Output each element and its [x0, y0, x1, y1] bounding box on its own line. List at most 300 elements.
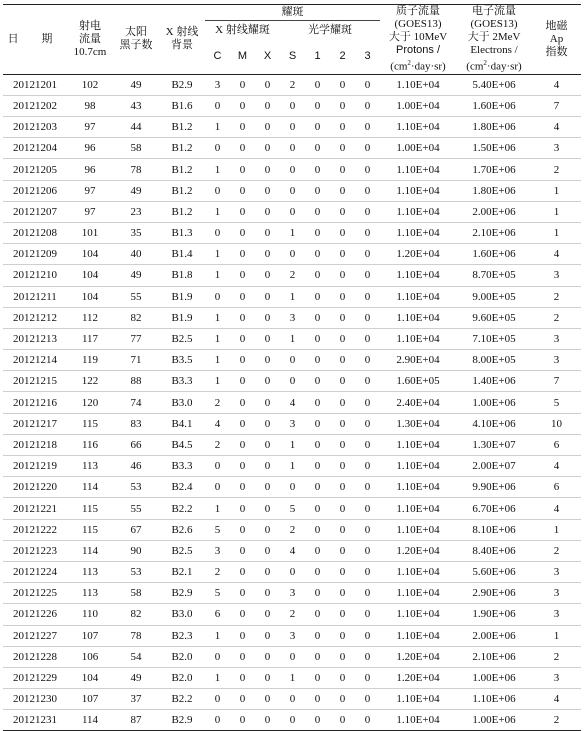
cell-sunspot-number: 90	[130, 544, 142, 557]
cell-xray-m: 0	[239, 248, 246, 261]
cell-optical-1: 0	[314, 714, 321, 727]
cell-optical-1: 0	[314, 290, 321, 303]
cell-proton-flux: 1.10E+04	[396, 121, 440, 134]
cell-electron-flux: 4.10E+06	[472, 417, 516, 430]
cell-optical-s: 1	[289, 290, 296, 303]
cell-electron-flux: 8.40E+06	[472, 544, 516, 557]
cell-optical-3: 0	[364, 502, 371, 515]
cell-radio-flux: 101	[81, 227, 99, 240]
cell-radio-flux: 112	[81, 311, 99, 324]
cell-proton-flux: 1.10E+04	[396, 566, 440, 579]
cell-date: 20121218	[13, 438, 57, 451]
table-row	[3, 392, 581, 413]
cell-optical-3: 0	[364, 566, 371, 579]
cell-optical-2: 0	[339, 714, 346, 727]
cell-radio-flux: 114	[81, 714, 99, 727]
cell-ap-index: 6	[553, 438, 560, 451]
cell-xray-x: 0	[264, 396, 271, 409]
cell-optical-s: 1	[289, 438, 296, 451]
cell-radio-flux: 97	[84, 121, 96, 134]
cell-xray-c: 3	[214, 544, 221, 557]
cell-date: 20121216	[13, 396, 57, 409]
cell-electron-flux: 7.10E+05	[472, 333, 516, 345]
cell-xray-x: 0	[264, 672, 271, 684]
cell-radio-flux: 102	[81, 78, 99, 91]
cell-xray-background: B1.8	[171, 269, 193, 282]
cell-optical-1: 0	[314, 608, 321, 621]
cell-optical-s: 0	[289, 99, 296, 112]
cell-xray-m: 0	[239, 481, 246, 494]
cell-electron-flux: 1.50E+06	[472, 142, 516, 155]
cell-radio-flux: 115	[81, 523, 99, 536]
cell-xray-m: 0	[239, 650, 246, 663]
table-row	[3, 350, 581, 371]
cell-optical-1: 0	[314, 375, 321, 388]
cell-date: 20121225	[13, 587, 57, 600]
table-row	[3, 604, 581, 625]
cell-optical-s: 0	[289, 205, 296, 218]
cell-optical-1: 0	[314, 311, 321, 324]
cell-radio-flux: 104	[81, 248, 99, 261]
cell-xray-c: 0	[214, 714, 221, 727]
cell-optical-2: 0	[339, 566, 346, 579]
cell-optical-1: 0	[314, 227, 321, 240]
cell-xray-m: 0	[239, 142, 246, 155]
cell-optical-s: 0	[289, 375, 296, 388]
cell-date: 20121231	[13, 714, 57, 727]
cell-optical-2: 0	[339, 311, 346, 324]
cell-ap-index: 3	[553, 608, 560, 621]
cell-optical-3: 0	[364, 163, 371, 176]
cell-xray-background: B4.5	[171, 438, 193, 451]
header-xray-background: X 射线 背景	[159, 5, 205, 75]
cell-optical-1: 0	[314, 587, 321, 600]
cell-xray-x: 0	[264, 460, 271, 473]
cell-optical-2: 0	[339, 672, 346, 684]
cell-xray-m: 0	[239, 672, 246, 684]
cell-date: 20121201	[13, 78, 57, 91]
cell-ap-index: 4	[553, 460, 560, 473]
cell-radio-flux: 113	[81, 587, 99, 600]
table-row	[3, 286, 581, 307]
cell-ap-index: 3	[553, 269, 560, 282]
cell-proton-flux: 1.20E+04	[396, 544, 440, 557]
cell-date: 20121203	[13, 121, 57, 134]
table-row	[3, 180, 581, 201]
cell-optical-2: 0	[339, 417, 346, 430]
cell-optical-1: 0	[314, 417, 321, 430]
cell-optical-2: 0	[339, 142, 346, 155]
cell-xray-c: 6	[214, 608, 221, 621]
cell-radio-flux: 104	[81, 269, 99, 282]
table-row	[3, 159, 581, 180]
cell-sunspot-number: 83	[130, 417, 142, 430]
header-class-1: 1	[314, 49, 321, 62]
cell-sunspot-number: 78	[130, 629, 142, 642]
cell-optical-s: 0	[289, 184, 296, 197]
header-class-s: S	[288, 49, 297, 62]
cell-xray-m: 0	[239, 587, 246, 600]
table-row	[3, 222, 581, 243]
cell-date: 20121206	[13, 184, 57, 197]
cell-electron-flux: 6.70E+06	[472, 502, 516, 515]
cell-xray-m: 0	[239, 714, 246, 727]
cell-sunspot-number: 43	[130, 99, 142, 112]
cell-ap-index: 1	[553, 523, 560, 536]
cell-electron-flux: 8.10E+06	[472, 523, 516, 536]
cell-date: 20121217	[13, 417, 57, 430]
cell-radio-flux: 115	[81, 417, 99, 430]
cell-optical-3: 0	[364, 629, 371, 642]
table-row	[3, 667, 581, 688]
cell-optical-2: 0	[339, 460, 346, 473]
cell-optical-3: 0	[364, 714, 371, 727]
cell-xray-background: B1.6	[171, 99, 193, 112]
cell-proton-flux: 1.10E+04	[396, 693, 440, 706]
cell-proton-flux: 1.00E+04	[396, 142, 440, 155]
cell-xray-x: 0	[264, 650, 271, 663]
cell-optical-2: 0	[339, 78, 346, 91]
cell-ap-index: 3	[553, 354, 560, 367]
cell-optical-3: 0	[364, 481, 371, 494]
cell-ap-index: 6	[553, 481, 560, 494]
cell-proton-flux: 1.10E+04	[396, 227, 440, 240]
cell-xray-x: 0	[264, 290, 271, 303]
cell-radio-flux: 107	[81, 693, 99, 706]
cell-proton-flux: 1.10E+04	[396, 460, 440, 473]
cell-optical-2: 0	[339, 227, 346, 240]
cell-xray-c: 0	[214, 650, 221, 663]
header-class-c: C	[213, 49, 222, 62]
cell-xray-background: B2.6	[171, 523, 193, 536]
cell-proton-flux: 1.20E+04	[396, 248, 440, 261]
cell-proton-flux: 2.90E+04	[396, 354, 440, 367]
header-radio-flux: 射电 流量 10.7cm	[67, 5, 113, 75]
cell-proton-flux: 1.10E+04	[396, 333, 440, 345]
cell-xray-background: B1.9	[171, 290, 193, 303]
cell-xray-background: B1.4	[171, 248, 193, 261]
cell-xray-c: 1	[214, 121, 221, 134]
cell-sunspot-number: 40	[130, 248, 142, 261]
cell-electron-flux: 2.90E+06	[472, 587, 516, 600]
cell-xray-x: 0	[264, 375, 271, 388]
table-row	[3, 244, 581, 265]
cell-xray-m: 0	[239, 290, 246, 303]
cell-optical-s: 0	[289, 121, 296, 134]
cell-optical-3: 0	[364, 121, 371, 134]
cell-date: 20121223	[13, 544, 57, 557]
cell-optical-3: 0	[364, 269, 371, 282]
header-proton-flux: 质子流量 (GOES13) 大于 10MeV Protons / $(cm^2\cdot day\cdot sr)$	[380, 5, 456, 75]
cell-radio-flux: 117	[81, 333, 99, 345]
cell-electron-flux: 5.40E+06	[472, 78, 516, 91]
header-class-2: 2	[339, 49, 346, 62]
cell-xray-background: B3.3	[171, 460, 193, 473]
cell-xray-background: B2.9	[171, 78, 193, 91]
cell-electron-flux: 2.10E+06	[472, 227, 516, 240]
table-row	[3, 74, 581, 95]
cell-optical-3: 0	[364, 460, 371, 473]
cell-xray-x: 0	[264, 121, 271, 134]
cell-optical-2: 0	[339, 650, 346, 663]
cell-optical-2: 0	[339, 184, 346, 197]
cell-xray-background: B3.3	[171, 375, 193, 388]
cell-date: 20121208	[13, 227, 57, 240]
cell-sunspot-number: 82	[130, 608, 142, 621]
header-ap-index: 地磁 Ap 指数	[532, 5, 581, 75]
cell-xray-m: 0	[239, 438, 246, 451]
header-xray-flares: X 射线耀斑	[215, 23, 270, 36]
cell-date: 20121202	[13, 99, 57, 112]
table-row	[3, 434, 581, 455]
cell-xray-x: 0	[264, 78, 271, 91]
cell-optical-1: 0	[314, 460, 321, 473]
cell-proton-flux: 1.10E+04	[396, 438, 440, 451]
cell-sunspot-number: 23	[130, 205, 142, 218]
cell-electron-flux: 1.60E+06	[472, 99, 516, 112]
cell-xray-c: 2	[214, 438, 221, 451]
cell-xray-x: 0	[264, 227, 271, 240]
cell-xray-m: 0	[239, 227, 246, 240]
cell-optical-1: 0	[314, 523, 321, 536]
cell-radio-flux: 98	[84, 99, 96, 112]
cell-ap-index: 5	[553, 396, 560, 409]
cell-optical-3: 0	[364, 99, 371, 112]
cell-optical-s: 0	[289, 142, 296, 155]
table-row	[3, 540, 581, 561]
header-optical-flares: 光学耀斑	[308, 23, 352, 36]
cell-optical-1: 0	[314, 672, 321, 684]
cell-xray-x: 0	[264, 205, 271, 218]
cell-ap-index: 7	[553, 375, 560, 388]
cell-optical-2: 0	[339, 205, 346, 218]
cell-xray-c: 0	[214, 460, 221, 473]
cell-electron-flux: 1.80E+06	[472, 184, 516, 197]
cell-sunspot-number: 54	[130, 650, 142, 663]
cell-optical-1: 0	[314, 354, 321, 367]
cell-xray-x: 0	[264, 269, 271, 282]
cell-sunspot-number: 53	[130, 481, 142, 494]
cell-electron-flux: 1.00E+06	[472, 672, 516, 684]
cell-xray-m: 0	[239, 163, 246, 176]
cell-xray-c: 3	[214, 78, 221, 91]
cell-proton-flux: 1.10E+04	[396, 608, 440, 621]
cell-xray-c: 1	[214, 629, 221, 642]
cell-optical-1: 0	[314, 205, 321, 218]
cell-xray-background: B2.0	[171, 650, 193, 663]
cell-radio-flux: 96	[84, 142, 96, 155]
cell-xray-m: 0	[239, 311, 246, 324]
table-row	[3, 477, 581, 498]
cell-xray-c: 1	[214, 375, 221, 388]
cell-sunspot-number: 66	[130, 438, 142, 451]
cell-proton-flux: 1.10E+04	[396, 184, 440, 197]
table-row	[3, 625, 581, 646]
cell-xray-background: B1.2	[171, 142, 193, 155]
cell-optical-3: 0	[364, 375, 371, 388]
cell-xray-c: 0	[214, 184, 221, 197]
cell-optical-s: 1	[289, 672, 296, 684]
table-row	[3, 646, 581, 667]
cell-xray-x: 0	[264, 184, 271, 197]
cell-xray-m: 0	[239, 417, 246, 430]
cell-xray-m: 0	[239, 629, 246, 642]
cell-proton-flux: 1.10E+04	[396, 163, 440, 176]
cell-optical-3: 0	[364, 587, 371, 600]
header-sunspot-number: 太阳 黑子数	[113, 5, 159, 75]
cell-proton-flux: 1.10E+04	[396, 269, 440, 282]
cell-electron-flux: 9.90E+06	[472, 481, 516, 494]
cell-optical-s: 2	[289, 608, 296, 621]
cell-optical-2: 0	[339, 523, 346, 536]
cell-date: 20121215	[13, 375, 57, 388]
cell-optical-1: 0	[314, 269, 321, 282]
cell-xray-x: 0	[264, 248, 271, 261]
cell-optical-s: 0	[289, 566, 296, 579]
cell-date: 20121222	[13, 523, 57, 536]
cell-optical-2: 0	[339, 269, 346, 282]
cell-xray-m: 0	[239, 99, 246, 112]
cell-optical-2: 0	[339, 333, 346, 345]
cell-radio-flux: 106	[81, 650, 99, 663]
cell-proton-flux: 1.10E+04	[396, 481, 440, 494]
cell-ap-index: 1	[553, 227, 560, 240]
cell-sunspot-number: 82	[130, 311, 142, 324]
cell-xray-background: B1.9	[171, 311, 193, 324]
cell-xray-c: 1	[214, 269, 221, 282]
cell-xray-m: 0	[239, 396, 246, 409]
cell-sunspot-number: 74	[130, 396, 142, 409]
cell-xray-x: 0	[264, 417, 271, 430]
cell-ap-index: 10	[551, 417, 563, 430]
cell-ap-index: 1	[553, 184, 560, 197]
cell-xray-x: 0	[264, 142, 271, 155]
cell-xray-m: 0	[239, 184, 246, 197]
cell-radio-flux: 97	[84, 205, 96, 218]
cell-optical-1: 0	[314, 333, 321, 345]
cell-ap-index: 7	[553, 99, 560, 112]
cell-ap-index: 1	[553, 629, 560, 642]
cell-xray-c: 5	[214, 587, 221, 600]
cell-xray-c: 1	[214, 354, 221, 367]
cell-optical-2: 0	[339, 375, 346, 388]
cell-optical-s: 1	[289, 460, 296, 473]
cell-optical-3: 0	[364, 142, 371, 155]
cell-xray-x: 0	[264, 714, 271, 727]
cell-xray-background: B2.5	[171, 333, 193, 345]
cell-optical-1: 0	[314, 481, 321, 494]
cell-optical-3: 0	[364, 608, 371, 621]
table-row	[3, 328, 581, 349]
table-row	[3, 413, 581, 434]
table-header	[3, 5, 581, 75]
cell-xray-m: 0	[239, 523, 246, 536]
cell-radio-flux: 113	[81, 460, 99, 473]
cell-optical-2: 0	[339, 502, 346, 515]
cell-optical-1: 0	[314, 629, 321, 642]
cell-ap-index: 4	[553, 693, 560, 706]
cell-radio-flux: 110	[81, 608, 99, 621]
cell-optical-3: 0	[364, 205, 371, 218]
cell-proton-flux: 2.40E+04	[396, 396, 440, 409]
cell-electron-flux: 2.10E+06	[472, 650, 516, 663]
cell-proton-flux: 1.60E+05	[396, 375, 440, 388]
cell-optical-3: 0	[364, 672, 371, 684]
cell-xray-x: 0	[264, 311, 271, 324]
cell-xray-background: B2.4	[171, 481, 193, 494]
cell-xray-m: 0	[239, 121, 246, 134]
cell-radio-flux: 113	[81, 566, 99, 579]
cell-sunspot-number: 49	[130, 78, 142, 91]
cell-optical-s: 3	[289, 587, 296, 600]
cell-date: 20121207	[13, 205, 57, 218]
cell-electron-flux: 1.80E+06	[472, 121, 516, 134]
cell-xray-x: 0	[264, 438, 271, 451]
cell-optical-2: 0	[339, 629, 346, 642]
cell-ap-index: 3	[553, 672, 560, 684]
cell-sunspot-number: 49	[130, 184, 142, 197]
cell-optical-3: 0	[364, 354, 371, 367]
cell-xray-m: 0	[239, 333, 246, 345]
cell-optical-1: 0	[314, 248, 321, 261]
cell-ap-index: 3	[553, 142, 560, 155]
cell-xray-c: 2	[214, 566, 221, 579]
cell-optical-1: 0	[314, 121, 321, 134]
cell-electron-flux: 1.40E+06	[472, 375, 516, 388]
cell-optical-3: 0	[364, 290, 371, 303]
cell-radio-flux: 104	[81, 672, 99, 684]
cell-xray-m: 0	[239, 205, 246, 218]
cell-date: 20121230	[13, 693, 57, 706]
cell-radio-flux: 115	[81, 502, 99, 515]
header-class-x: X	[263, 49, 272, 62]
cell-optical-3: 0	[364, 78, 371, 91]
cell-optical-s: 3	[289, 417, 296, 430]
cell-electron-flux: 5.60E+06	[472, 566, 516, 579]
cell-date: 20121209	[13, 248, 57, 261]
cell-proton-flux: 1.10E+04	[396, 311, 440, 324]
cell-optical-2: 0	[339, 290, 346, 303]
cell-optical-3: 0	[364, 523, 371, 536]
cell-xray-c: 0	[214, 481, 221, 494]
cell-optical-1: 0	[314, 693, 321, 706]
cell-ap-index: 3	[553, 566, 560, 579]
cell-ap-index: 2	[553, 163, 560, 176]
cell-sunspot-number: 71	[130, 354, 142, 367]
cell-optical-1: 0	[314, 502, 321, 515]
cell-sunspot-number: 46	[130, 460, 142, 473]
cell-optical-3: 0	[364, 693, 371, 706]
cell-xray-c: 1	[214, 311, 221, 324]
cell-optical-s: 4	[289, 544, 296, 557]
cell-electron-flux: 2.00E+06	[472, 205, 516, 218]
cell-xray-x: 0	[264, 608, 271, 621]
cell-xray-m: 0	[239, 269, 246, 282]
cell-date: 20121210	[13, 269, 57, 282]
cell-sunspot-number: 55	[130, 502, 142, 515]
cell-date: 20121211	[13, 290, 57, 303]
table-row	[3, 307, 581, 328]
cell-sunspot-number: 58	[130, 587, 142, 600]
cell-xray-x: 0	[264, 99, 271, 112]
cell-radio-flux: 119	[81, 354, 99, 367]
cell-xray-m: 0	[239, 566, 246, 579]
cell-optical-2: 0	[339, 481, 346, 494]
cell-ap-index: 4	[553, 78, 560, 91]
cell-proton-flux: 1.10E+04	[396, 502, 440, 515]
cell-radio-flux: 97	[84, 184, 96, 197]
cell-optical-2: 0	[339, 163, 346, 176]
